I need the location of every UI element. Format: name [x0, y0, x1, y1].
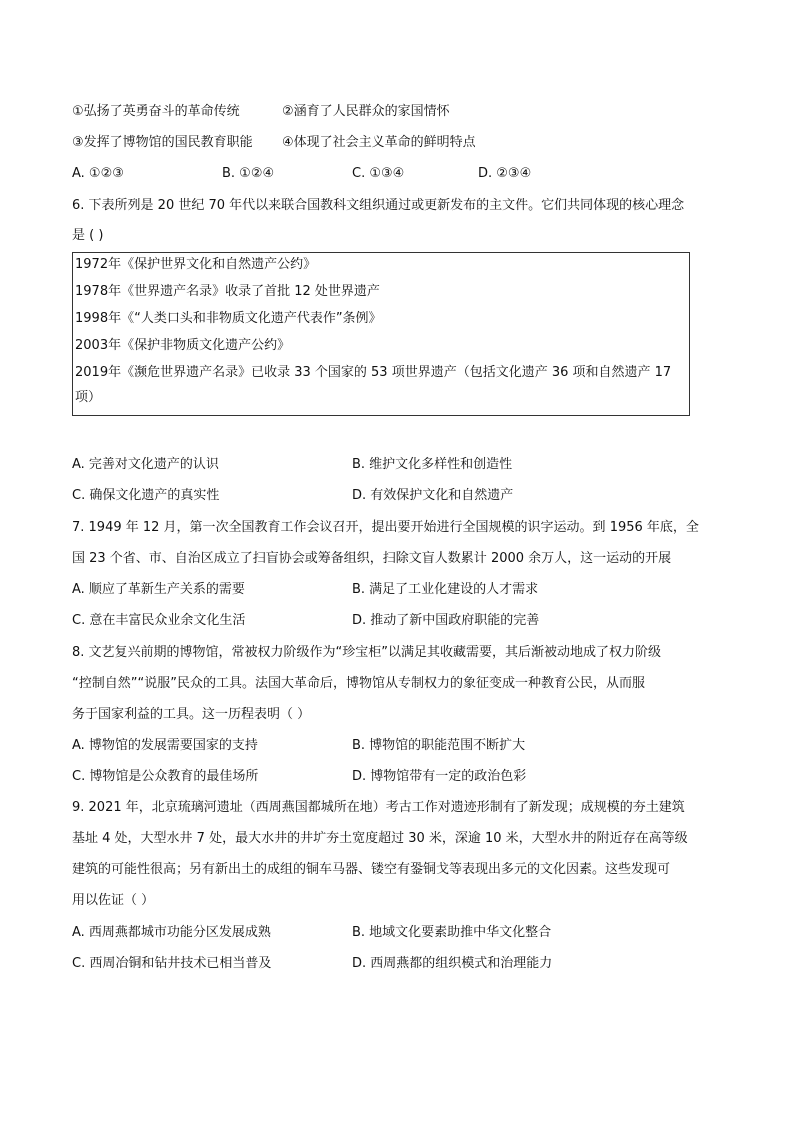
q8-option-a[interactable]: A. 博物馆的发展需要国家的支持: [72, 738, 258, 753]
q6-stem-line-2: 是 ( ): [72, 228, 104, 243]
q6-table: [72, 252, 690, 416]
q8-stem-line-2: “控制自然”“说服”民众的工具。法国大革命后，博物馆从专制权力的象征变成一种教育公民，从而服: [72, 676, 645, 691]
q9-option-a[interactable]: A. 西周燕都城市功能分区发展成熟: [72, 925, 271, 940]
q6-table-row: 项）: [75, 390, 102, 405]
q6-option-a[interactable]: A. 完善对文化遗产的认识: [72, 457, 219, 472]
q6-option-d[interactable]: D. 有效保护文化和自然遗产: [352, 488, 514, 503]
q6-table-row: 2003年《保护非物质文化遗产公约》: [75, 338, 291, 353]
q9-stem-line-3: 建筑的可能性很高；另有新出土的成组的铜车马器、镂空有銎铜戈等表现出多元的文化因素。这些发现可: [72, 862, 671, 877]
q5-option-b[interactable]: B. ①②④: [222, 166, 275, 181]
q8-stem-line-3: 务于国家利益的工具。这一历程表明（ ）: [72, 707, 311, 722]
q6-stem-line-1: 6. 下表所列是 20 世纪 70 年代以来联合国教科文组织通过或更新发布的主文件。它们共同体现的核心理念: [72, 198, 685, 213]
q8-option-c[interactable]: C. 博物馆是公众教育的最佳场所: [72, 769, 259, 784]
q6-table-row: 1978年《世界遗产名录》收录了首批 12 处世界遗产: [75, 284, 380, 299]
q9-stem-line-1: 9. 2021 年，北京琉璃河遗址（西周燕国都城所在地）考古工作对遗迹形制有了新发现；成规模的夯土建筑: [72, 800, 685, 815]
q5-statement-1: ①弘扬了英勇奋斗的革命传统: [72, 104, 240, 119]
q6-table-row: 1998年《“人类口头和非物质文化遗产代表作”条例》: [75, 311, 382, 326]
q5-option-a[interactable]: A. ①②③: [72, 166, 124, 181]
q8-option-d[interactable]: D. 博物馆带有一定的政治色彩: [352, 769, 527, 784]
q5-option-d[interactable]: D. ②③④: [478, 166, 532, 181]
q9-stem-line-2: 基址 4 处，大型水井 7 处，最大水井的井圹夯土宽度超过 30 米，深逾 10 米，大型水井的附近存在高等级: [72, 831, 688, 846]
q7-option-b[interactable]: B. 满足了工业化建设的人才需求: [352, 582, 539, 597]
q9-option-c[interactable]: C. 西周冶铜和钻井技术已相当普及: [72, 956, 272, 971]
q6-option-c[interactable]: C. 确保文化遗产的真实性: [72, 488, 220, 503]
q7-stem-line-1: 7. 1949 年 12 月，第一次全国教育工作会议召开，提出要开始进行全国规模的识字运动。到 1956 年底，全: [72, 520, 699, 535]
q7-stem-line-2: 国 23 个省、市、自治区成立了扫盲协会或筹备组织，扫除文盲人数累计 2000 余万人，这一运动的开展: [72, 551, 672, 566]
q6-table-row: 1972年《保护世界文化和自然遗产公约》: [75, 257, 317, 272]
q5-statement-3: ③发挥了博物馆的国民教育职能: [72, 135, 253, 150]
q6-table-row: 2019年《濒危世界遗产名录》已收录 33 个国家的 53 项世界遗产（包括文化遗产 36 项和自然遗产 17: [75, 365, 672, 380]
q8-stem-line-1: 8. 文艺复兴前期的博物馆，常被权力阶级作为“珍宝柜”以满足其收藏需要，其后渐被动地成了权力阶级: [72, 645, 662, 660]
q9-option-d[interactable]: D. 西周燕都的组织模式和治理能力: [352, 956, 553, 971]
q5-option-c[interactable]: C. ①③④: [352, 166, 405, 181]
q7-option-a[interactable]: A. 顺应了革新生产关系的需要: [72, 582, 245, 597]
q8-option-b[interactable]: B. 博物馆的职能范围不断扩大: [352, 738, 526, 753]
q7-option-d[interactable]: D. 推动了新中国政府职能的完善: [352, 613, 540, 628]
q9-option-b[interactable]: B. 地域文化要素助推中华文化整合: [352, 925, 552, 940]
q9-stem-line-4: 用以佐证（ ）: [72, 893, 155, 908]
q5-statement-2: ②涵育了人民群众的家国情怀: [282, 104, 450, 119]
q7-option-c[interactable]: C. 意在丰富民众业余文化生活: [72, 613, 246, 628]
q5-statement-4: ④体现了社会主义革命的鲜明特点: [282, 135, 476, 150]
q6-option-b[interactable]: B. 维护文化多样性和创造性: [352, 457, 513, 472]
